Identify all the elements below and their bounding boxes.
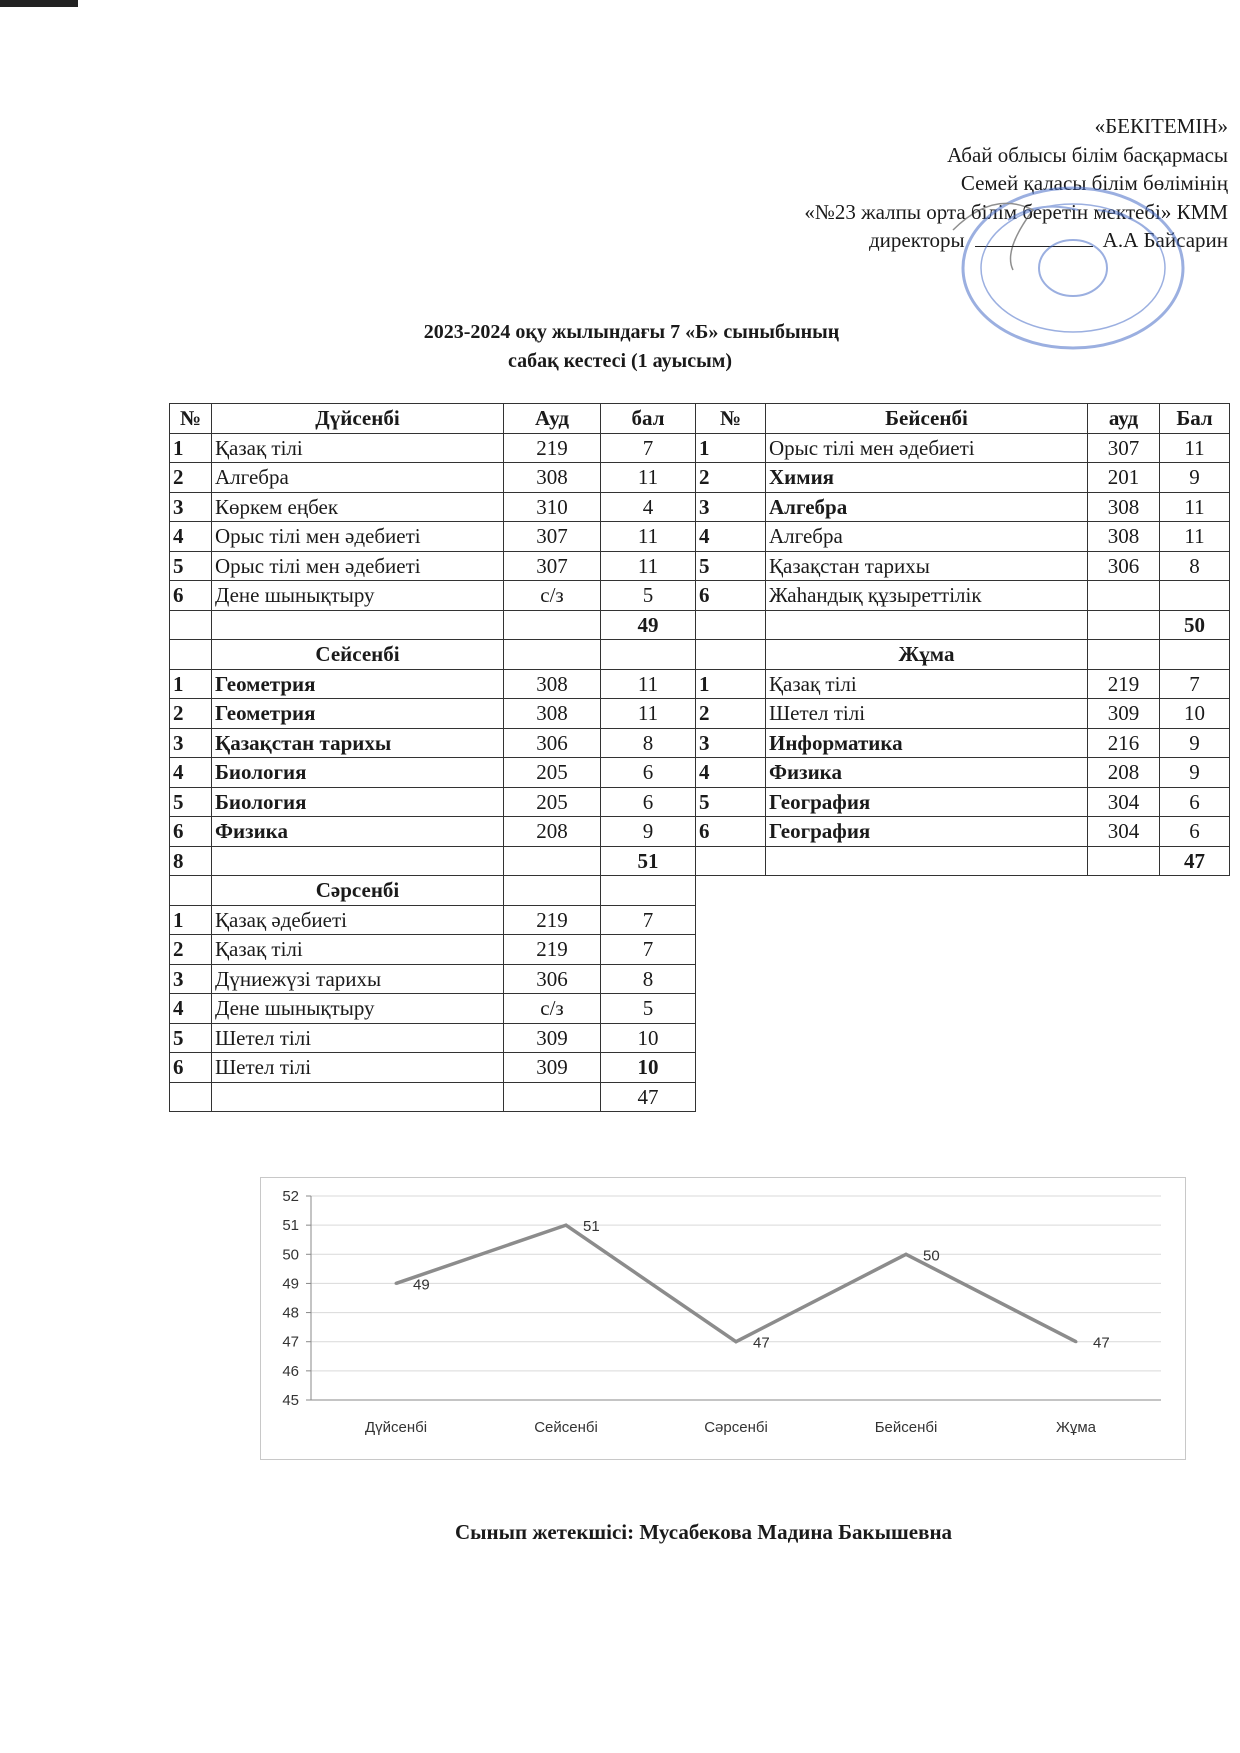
x-tick-label: Сейсенбі: [534, 1419, 598, 1436]
empty-cell: [601, 876, 696, 906]
wednesday-lesson-number: 1: [170, 905, 212, 935]
approval-school-line: «№23 жалпы орта білім беретін мектебі» КММ: [804, 199, 1228, 224]
monday-score: 11: [601, 551, 696, 581]
wednesday-score: 10: [601, 1053, 696, 1083]
empty-space: [696, 935, 766, 965]
tuesday-room: 306: [504, 728, 601, 758]
empty-cell: [696, 610, 766, 640]
monday-room: 307: [504, 522, 601, 552]
wednesday-lesson-number: 4: [170, 994, 212, 1024]
empty-cell: [601, 640, 696, 670]
thursday-score: 11: [1160, 522, 1230, 552]
data-label: 50: [923, 1247, 940, 1265]
y-tick-label: 45: [282, 1392, 299, 1409]
friday-score: 6: [1160, 787, 1230, 817]
empty-space: [766, 964, 1088, 994]
thursday-room: 308: [1088, 522, 1160, 552]
thursday-room: 308: [1088, 492, 1160, 522]
thursday-subject: Химия: [766, 463, 1088, 493]
empty-cell: [1088, 610, 1160, 640]
tuesday-room: 208: [504, 817, 601, 847]
schedule-table: [169, 403, 1230, 1112]
wednesday-room: 306: [504, 964, 601, 994]
empty-cell: [170, 876, 212, 906]
tuesday-score: 6: [601, 787, 696, 817]
empty-cell: [766, 610, 1088, 640]
monday-score: 11: [601, 522, 696, 552]
empty-cell: [766, 846, 1088, 876]
thursday-room: [1088, 581, 1160, 611]
friday-subject: Қазақ тілі: [766, 669, 1088, 699]
wednesday-score: 10: [601, 1023, 696, 1053]
empty-space: [1088, 1053, 1160, 1083]
empty-cell: [1088, 846, 1160, 876]
x-tick-label: Сәрсенбі: [704, 1419, 768, 1436]
wednesday-score: 8: [601, 964, 696, 994]
table-row: [170, 699, 1230, 729]
tuesday-room: 205: [504, 787, 601, 817]
monday-lesson-number: 6: [170, 581, 212, 611]
table-row: [170, 492, 1230, 522]
wednesday-score: 7: [601, 905, 696, 935]
table-row: [170, 905, 1230, 935]
monday-subject: Қазақ тілі: [212, 433, 504, 463]
header-score: Бал: [1160, 404, 1230, 434]
empty-space: [1088, 1082, 1160, 1112]
header-room: Ауд: [504, 404, 601, 434]
data-point: [735, 1340, 738, 1343]
title-line-1: 2023-2024 оқу жылындағы 7 «Б» сыныбының: [423, 321, 840, 343]
data-label: 47: [1093, 1334, 1110, 1352]
empty-space: [766, 905, 1088, 935]
y-tick-label: 47: [282, 1333, 299, 1351]
thursday-score: 11: [1160, 433, 1230, 463]
empty-space: [766, 1023, 1088, 1053]
empty-space: [1088, 876, 1160, 906]
table-row: [170, 728, 1230, 758]
monday-lesson-number: 4: [170, 522, 212, 552]
empty-space: [1088, 1023, 1160, 1053]
thursday-subject: Қазақстан тарихы: [766, 551, 1088, 581]
table-row: [170, 433, 1230, 463]
monday-room: с/з: [504, 581, 601, 611]
y-tick-label: 51: [282, 1217, 299, 1235]
empty-space: [766, 1082, 1088, 1112]
table-row: [170, 1023, 1230, 1053]
empty-space: [766, 935, 1088, 965]
thursday-lesson-number: 5: [696, 551, 766, 581]
wednesday-subject: Қазақ әдебиеті: [212, 905, 504, 935]
data-point: [565, 1224, 568, 1227]
y-tick-label: 49: [282, 1275, 299, 1293]
approval-heading: «БЕКІТЕМІН»: [1094, 114, 1228, 138]
empty-cell: [212, 1082, 504, 1112]
empty-cell: [504, 640, 601, 670]
table-row: [170, 463, 1230, 493]
wednesday-lesson-number: 6: [170, 1053, 212, 1083]
thursday-lesson-number: 1: [696, 433, 766, 463]
header-thursday: Бейсенбі: [766, 404, 1088, 434]
day-wednesday: Сәрсенбі: [212, 876, 504, 906]
monday-room: 308: [504, 463, 601, 493]
wednesday-lesson-number: 5: [170, 1023, 212, 1053]
empty-space: [696, 1023, 766, 1053]
empty-cell: [504, 876, 601, 906]
data-point: [905, 1253, 908, 1256]
empty-space: [766, 876, 1088, 906]
monday-lesson-number: 1: [170, 433, 212, 463]
empty-space: [1160, 994, 1230, 1024]
tuesday-score: 6: [601, 758, 696, 788]
friday-room: 309: [1088, 699, 1160, 729]
thursday-subject: Алгебра: [766, 492, 1088, 522]
y-tick-label: 46: [282, 1362, 299, 1380]
empty-space: [1088, 994, 1160, 1024]
data-label: 49: [413, 1276, 430, 1294]
thursday-lesson-number: 6: [696, 581, 766, 611]
monday-score: 7: [601, 433, 696, 463]
wednesday-score: 5: [601, 994, 696, 1024]
monday-subject: Алгебра: [212, 463, 504, 493]
empty-space: [1088, 964, 1160, 994]
friday-score: 9: [1160, 728, 1230, 758]
friday-room: 304: [1088, 787, 1160, 817]
wednesday-lesson-number: 2: [170, 935, 212, 965]
totals-row: [170, 846, 1230, 876]
empty-cell: [212, 846, 504, 876]
friday-subject: Шетел тілі: [766, 699, 1088, 729]
table-header-row: [170, 404, 1230, 434]
friday-subject: География: [766, 787, 1088, 817]
chart-svg: [261, 1178, 1187, 1461]
thursday-subject: Алгебра: [766, 522, 1088, 552]
thursday-lesson-number: 3: [696, 492, 766, 522]
empty-space: [1160, 1023, 1230, 1053]
wednesday-room: 309: [504, 1023, 601, 1053]
friday-subject: Физика: [766, 758, 1088, 788]
tuesday-subject: Геометрия: [212, 669, 504, 699]
empty-space: [1160, 1053, 1230, 1083]
data-point: [395, 1282, 398, 1285]
tuesday-lesson-number: 3: [170, 728, 212, 758]
monday-total: 49: [601, 610, 696, 640]
y-tick-label: 48: [282, 1304, 299, 1322]
wednesday-subject: Шетел тілі: [212, 1053, 504, 1083]
header-room: ауд: [1088, 404, 1160, 434]
tuesday-subject: Қазақстан тарихы: [212, 728, 504, 758]
tuesday-room: 205: [504, 758, 601, 788]
empty-space: [766, 994, 1088, 1024]
table-row: [170, 935, 1230, 965]
friday-lesson-number: 4: [696, 758, 766, 788]
weekly-load-chart: [260, 1177, 1186, 1460]
friday-lesson-number: 6: [696, 817, 766, 847]
tuesday-subject: Биология: [212, 787, 504, 817]
empty-cell: [696, 846, 766, 876]
tuesday-subject: Биология: [212, 758, 504, 788]
monday-subject: Орыс тілі мен әдебиеті: [212, 522, 504, 552]
monday-room: 307: [504, 551, 601, 581]
thursday-total: 50: [1160, 610, 1230, 640]
thursday-lesson-number: 4: [696, 522, 766, 552]
empty-space: [696, 1082, 766, 1112]
tuesday-lesson-number: 4: [170, 758, 212, 788]
wednesday-subject: Шетел тілі: [212, 1023, 504, 1053]
wednesday-subject: Дүниежүзі тарихы: [212, 964, 504, 994]
data-label: 47: [753, 1334, 770, 1352]
thursday-score: [1160, 581, 1230, 611]
thursday-score: 8: [1160, 551, 1230, 581]
tuesday-room: 308: [504, 699, 601, 729]
tuesday-lesson-number: 1: [170, 669, 212, 699]
table-row: [170, 994, 1230, 1024]
friday-room: 208: [1088, 758, 1160, 788]
header-monday: Дүйсенбі: [212, 404, 504, 434]
empty-space: [1160, 905, 1230, 935]
table-row: [170, 551, 1230, 581]
tuesday-lesson-number: 5: [170, 787, 212, 817]
empty-space: [1160, 1082, 1230, 1112]
director-name: А.А Байсарин: [1102, 228, 1228, 252]
wednesday-room: 219: [504, 905, 601, 935]
tuesday-lesson-number: 6: [170, 817, 212, 847]
scan-edge-mark: [0, 0, 78, 7]
empty-space: [1160, 964, 1230, 994]
monday-lesson-number: 3: [170, 492, 212, 522]
tuesday-score: 11: [601, 699, 696, 729]
monday-lesson-number: 5: [170, 551, 212, 581]
monday-score: 11: [601, 463, 696, 493]
tuesday-score: 9: [601, 817, 696, 847]
table-row: [170, 581, 1230, 611]
monday-room: 310: [504, 492, 601, 522]
thursday-lesson-number: 2: [696, 463, 766, 493]
day-header-row: [170, 640, 1230, 670]
friday-lesson-number: 2: [696, 699, 766, 729]
wednesday-lesson-number: 3: [170, 964, 212, 994]
friday-room: 219: [1088, 669, 1160, 699]
empty-space: [766, 1053, 1088, 1083]
tuesday-total-number: 8: [170, 846, 212, 876]
document-title: [0, 318, 1240, 376]
thursday-room: 201: [1088, 463, 1160, 493]
wednesday-room: 219: [504, 935, 601, 965]
empty-cell: [1088, 640, 1160, 670]
x-tick-label: Бейсенбі: [874, 1419, 938, 1436]
friday-lesson-number: 1: [696, 669, 766, 699]
y-tick-label: 52: [282, 1188, 299, 1205]
day-tuesday: Сейсенбі: [212, 640, 504, 670]
tuesday-score: 8: [601, 728, 696, 758]
x-tick-label: Дүйсенбі: [364, 1419, 428, 1436]
friday-room: 216: [1088, 728, 1160, 758]
wednesday-score: 7: [601, 935, 696, 965]
thursday-subject: Орыс тілі мен әдебиеті: [766, 433, 1088, 463]
table-row: [170, 522, 1230, 552]
empty-cell: [1160, 640, 1230, 670]
table-row: [170, 669, 1230, 699]
monday-lesson-number: 2: [170, 463, 212, 493]
friday-score: 9: [1160, 758, 1230, 788]
wednesday-subject: Дене шынықтыру: [212, 994, 504, 1024]
thursday-score: 11: [1160, 492, 1230, 522]
empty-space: [1088, 935, 1160, 965]
tuesday-score: 11: [601, 669, 696, 699]
wednesday-room: 309: [504, 1053, 601, 1083]
friday-score: 6: [1160, 817, 1230, 847]
approval-org-line: Абай облысы білім басқармасы: [947, 142, 1228, 167]
table-row: [170, 787, 1230, 817]
thursday-room: 307: [1088, 433, 1160, 463]
empty-space: [696, 994, 766, 1024]
thursday-room: 306: [1088, 551, 1160, 581]
friday-lesson-number: 3: [696, 728, 766, 758]
director-label: директоры: [868, 228, 965, 252]
approval-dept-line: Семей қаласы білім бөлімінің: [960, 171, 1228, 195]
empty-cell: [170, 1082, 212, 1112]
monday-subject: Орыс тілі мен әдебиеті: [212, 551, 504, 581]
table-row: [170, 1053, 1230, 1083]
title-line-2: сабақ кестесі (1 ауысым): [507, 350, 733, 372]
wednesday-room: с/з: [504, 994, 601, 1024]
data-point: [1075, 1340, 1078, 1343]
friday-subject: Информатика: [766, 728, 1088, 758]
empty-space: [696, 876, 766, 906]
tuesday-room: 308: [504, 669, 601, 699]
friday-room: 304: [1088, 817, 1160, 847]
friday-subject: География: [766, 817, 1088, 847]
table-row: [170, 817, 1230, 847]
tuesday-subject: Геометрия: [212, 699, 504, 729]
x-tick-label: Жұма: [1055, 1419, 1097, 1436]
day-header-row: [170, 876, 1230, 906]
empty-space: [696, 905, 766, 935]
class-teacher-footer: Сынып жетекшісі: Мусабекова Мадина Бакышевна: [455, 1520, 953, 1544]
table-row: [170, 964, 1230, 994]
monday-score: 5: [601, 581, 696, 611]
header-score: бал: [601, 404, 696, 434]
friday-score: 7: [1160, 669, 1230, 699]
monday-room: 219: [504, 433, 601, 463]
empty-cell: [212, 610, 504, 640]
wednesday-subject: Қазақ тілі: [212, 935, 504, 965]
empty-cell: [504, 1082, 601, 1112]
thursday-subject: Жаһандық құзыреттілік: [766, 581, 1088, 611]
tuesday-lesson-number: 2: [170, 699, 212, 729]
friday-total: 47: [1160, 846, 1230, 876]
table-row: [170, 758, 1230, 788]
totals-row: [170, 610, 1230, 640]
empty-space: [1160, 876, 1230, 906]
empty-space: [696, 1053, 766, 1083]
empty-cell: [170, 610, 212, 640]
monday-subject: Дене шынықтыру: [212, 581, 504, 611]
totals-row: [170, 1082, 1230, 1112]
header-number: №: [696, 404, 766, 434]
wednesday-total: 47: [601, 1082, 696, 1112]
empty-space: [1160, 935, 1230, 965]
day-friday: Жұма: [766, 640, 1088, 670]
tuesday-total: 51: [601, 846, 696, 876]
friday-score: 10: [1160, 699, 1230, 729]
y-tick-label: 50: [282, 1246, 299, 1264]
empty-cell: [170, 640, 212, 670]
empty-cell: [504, 846, 601, 876]
thursday-score: 9: [1160, 463, 1230, 493]
data-label: 51: [583, 1218, 600, 1236]
empty-cell: [504, 610, 601, 640]
empty-cell: [696, 640, 766, 670]
friday-lesson-number: 5: [696, 787, 766, 817]
tuesday-subject: Физика: [212, 817, 504, 847]
empty-space: [1088, 905, 1160, 935]
header-number: №: [170, 404, 212, 434]
monday-subject: Көркем еңбек: [212, 492, 504, 522]
empty-space: [696, 964, 766, 994]
monday-score: 4: [601, 492, 696, 522]
